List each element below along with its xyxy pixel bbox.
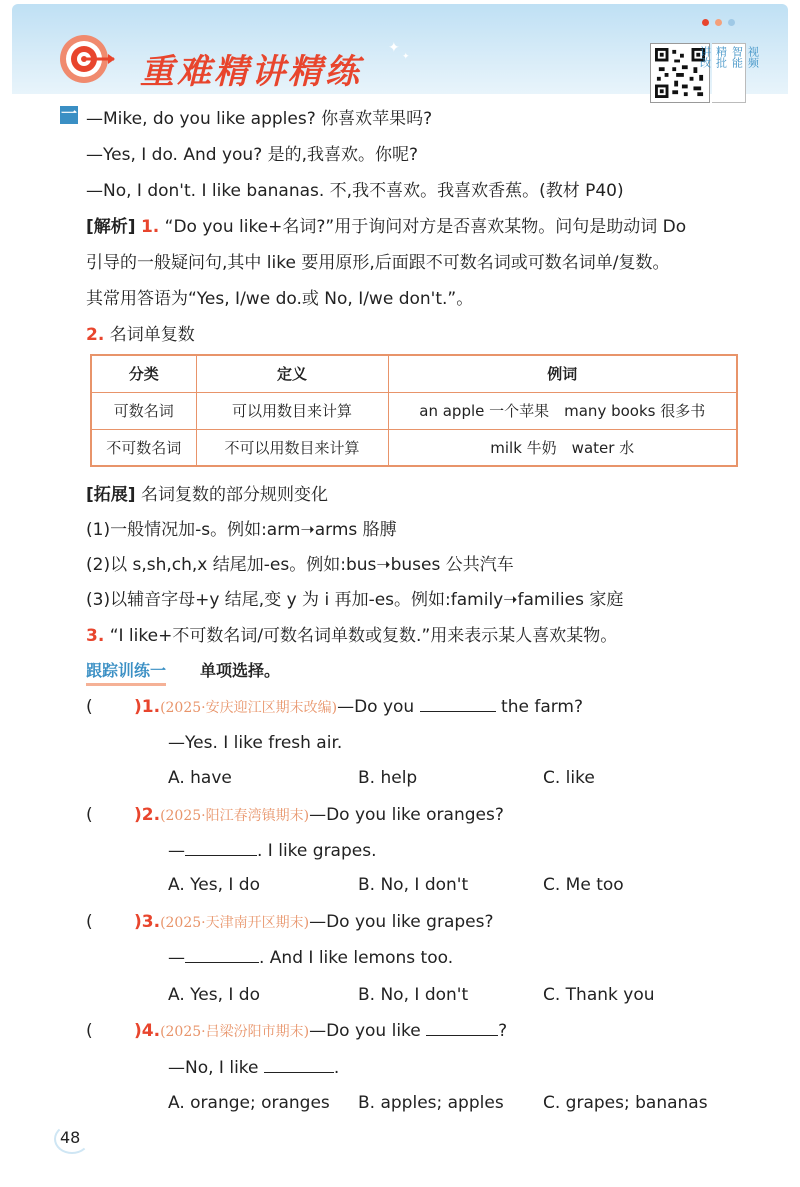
option-c[interactable]: C. like: [543, 768, 595, 788]
option-a[interactable]: A. Yes, I do: [168, 985, 260, 1005]
question-source: (2025·阳江春湾镇期末): [160, 808, 310, 824]
question-1: [134, 697, 583, 717]
answer-blank[interactable]: [420, 711, 496, 712]
question-number: )2.: [134, 805, 161, 825]
answer-line: [168, 841, 376, 861]
point-number: 1.: [140, 217, 160, 237]
analysis-line-1: [86, 212, 686, 237]
option-b[interactable]: B. apples; apples: [358, 1093, 504, 1113]
option-b[interactable]: B. help: [358, 768, 418, 788]
table-cell: 不可数名词: [91, 429, 196, 466]
answer-paren[interactable]: (: [86, 805, 93, 825]
question-3: [134, 912, 494, 932]
answer-line: [168, 948, 453, 968]
sparkle-icon: ✦: [388, 40, 400, 56]
question-number: )1.: [134, 697, 161, 717]
answer-prefix: —: [168, 841, 185, 861]
page-number: 48: [60, 1128, 81, 1147]
question-text: —Do you like oranges?: [309, 805, 504, 825]
question-4: [134, 1021, 507, 1041]
practice-instruction: 单项选择。: [200, 661, 281, 680]
option-c[interactable]: C. Thank you: [543, 985, 655, 1005]
point-2-heading: [86, 320, 195, 345]
table-cell: milk 牛奶 water 水: [388, 429, 737, 466]
section-number-marker: 一: [60, 104, 77, 123]
answer-blank[interactable]: [426, 1035, 498, 1036]
question-text: —Do you like grapes?: [309, 912, 494, 932]
option-c[interactable]: C. grapes; bananas: [543, 1093, 708, 1113]
option-b[interactable]: B. No, I don't: [358, 875, 469, 895]
dialog-line: —No, I don't. I like bananas. 不,我不喜欢。我喜欢香蕉。(教材 P40): [86, 181, 624, 201]
rule-line: (3)以辅音字母+y 结尾,变 y 为 i 再加-es。例如:family➝families 家庭: [86, 590, 624, 610]
point-number: 3.: [86, 626, 105, 646]
point-title: 名词单复数: [109, 325, 195, 345]
question-number: )4.: [134, 1021, 161, 1041]
section-title: 重难精讲精练: [140, 52, 362, 92]
analysis-line: 其常用答语为“Yes, I/we do.或 No, I/we don't.”。: [86, 289, 474, 309]
answer-suffix: . And I like lemons too.: [259, 948, 454, 968]
question-text: the farm?: [501, 697, 584, 717]
dialog-line: —Mike, do you like apples? 你喜欢苹果吗?: [86, 109, 433, 129]
answer-suffix: .: [333, 1058, 340, 1078]
sparkle-icon: ✦: [402, 52, 410, 62]
option-a[interactable]: A. orange; oranges: [168, 1093, 330, 1113]
point-text: “I like+不可数名词/可数名词单数或复数.”用来表示某人喜欢某物。: [109, 626, 618, 646]
answer-line: [168, 1058, 339, 1078]
question-text: ?: [498, 1021, 508, 1041]
option-c[interactable]: C. Me too: [543, 875, 624, 895]
dialog-line: —Yes, I do. And you? 是的,我喜欢。你呢?: [86, 145, 419, 165]
rule-line: (2)以 s,sh,ch,x 结尾加-es。例如:bus➝buses 公共汽车: [86, 555, 514, 575]
table-cell: 可数名词: [91, 392, 196, 429]
extend-heading: [86, 480, 328, 505]
extend-tag: [拓展]: [86, 485, 136, 505]
qr-label-part: 视频: [746, 46, 760, 68]
table-cell: 不可以用数目来计算: [196, 429, 388, 466]
qr-label-part: 精批: [714, 46, 728, 68]
question-text: —Do you: [337, 697, 415, 717]
option-b[interactable]: B. No, I don't: [358, 985, 469, 1005]
extend-title: 名词复数的部分规则变化: [140, 485, 328, 505]
question-source: (2025·天津南开区期末): [160, 915, 310, 931]
qr-label-part: 讲改: [698, 46, 712, 68]
option-a[interactable]: A. Yes, I do: [168, 875, 260, 895]
answer-prefix: —No, I like: [168, 1058, 259, 1078]
answer-paren[interactable]: (: [86, 912, 93, 932]
analysis-text: “Do you like+名词?”用于询问对方是否喜欢某物。问句是助动词 Do: [164, 217, 687, 237]
header-dots: [702, 19, 735, 26]
dot-orange: [715, 19, 722, 26]
table-row: [91, 392, 737, 429]
answer-blank[interactable]: [264, 1072, 334, 1073]
table-cell: 可以用数目来计算: [196, 392, 388, 429]
answer-paren[interactable]: (: [86, 1021, 93, 1041]
table-header: 例词: [388, 355, 737, 392]
target-icon: [58, 30, 116, 88]
table-header: 定义: [196, 355, 388, 392]
answer-prefix: —: [168, 948, 185, 968]
noun-table: [90, 354, 738, 467]
point-3: [86, 621, 617, 646]
analysis-line: 引导的一般疑问句,其中 like 要用原形,后面跟不可数名词或可数名词单/复数。: [86, 253, 670, 273]
answer-suffix: . I like grapes.: [257, 841, 377, 861]
table-header: 分类: [91, 355, 196, 392]
answer-paren[interactable]: (: [86, 697, 93, 717]
table-header-row: [91, 355, 737, 392]
question-source: (2025·吕梁汾阳市期末): [160, 1024, 310, 1040]
point-number: 2.: [86, 325, 105, 345]
practice-label: 跟踪训练一: [86, 658, 166, 686]
table-cell: an apple 一个苹果 many books 很多书: [388, 392, 737, 429]
qr-label-part: 智能: [730, 46, 744, 68]
answer-blank[interactable]: [185, 962, 259, 963]
dot-blue: [728, 19, 735, 26]
analysis-tag: [解析]: [86, 217, 136, 237]
question-number: )3.: [134, 912, 161, 932]
question-text: —Do you like: [309, 1021, 421, 1041]
answer-line: —Yes. I like fresh air.: [168, 733, 343, 753]
qr-label: [698, 43, 760, 103]
dot-red: [702, 19, 709, 26]
table-row: [91, 429, 737, 466]
question-source: (2025·安庆迎江区期末改编): [160, 700, 338, 716]
option-a[interactable]: A. have: [168, 768, 232, 788]
answer-blank[interactable]: [185, 855, 257, 856]
question-2: [134, 805, 504, 825]
rule-line: (1)一般情况加-s。例如:arm➝arms 胳膊: [86, 520, 397, 540]
